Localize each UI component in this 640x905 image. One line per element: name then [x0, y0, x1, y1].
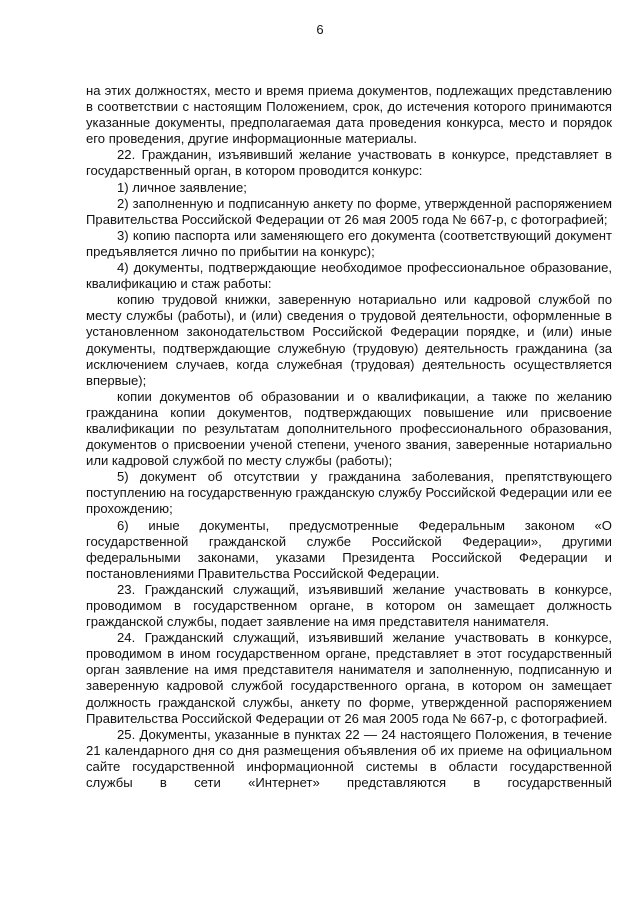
- paragraph-25: 25. Документы, указанные в пунктах 22 — 24 настоящего Положения, в течение 21 календарного дня со дня размещения объявления об их приеме на официальном сайте государственной информационной системы в области государственной службы в сети «Интернет» представляются в государственный: [86, 726, 612, 791]
- list-item-1: 1) личное заявление;: [117, 179, 247, 195]
- list-item-4: 4) документы, подтверждающие необходимое профессиональное образование, квалификацию и стаж работы:: [86, 260, 612, 292]
- list-item-4-education-docs: копии документов об образовании и о квалификации, а также по желанию гражданина копии документов, подтверждающих повышение или присвоение квалификации по результатам дополнительного профессионального образования, документов о присвоении ученой степени, ученого звания, заверенные нотариально или кадровой службой по месту службы (работы);: [86, 388, 612, 469]
- paragraph-intro-continuation: на этих должностях, место и время приема документов, подлежащих представлению в соответствии с настоящим Положением, срок, до истечения которого принимаются указанные документы, предполагаемая дата проведения конкурса, место и порядок его проведения, другие информационные материалы.: [86, 83, 612, 147]
- list-item-6: 6) иные документы, предусмотренные Федеральным законом «О государственной гражданской службе Российской Федерации», другими федеральными законами, указами Президента Российской Федерации и постановлениями Правительства Российской Федерации.: [86, 517, 612, 581]
- paragraph-24: 24. Гражданский служащий, изъявивший желание участвовать в конкурсе, проводимом в ином государственном органе, представляет в этот государственный орган заявление на имя представителя нанимателя и заполненную, подписанную и заверенную кадровой службой государственного органа, в котором он замещает должность гражданской службы, анкету по форме, утвержденной распоряжением Правительства Российской Федерации от 26 мая 2005 года № 667-р, с фотографией.: [86, 630, 612, 726]
- list-item-4-work-record: копию трудовой книжки, заверенную нотариально или кадровой службой по месту службы (работы), и (или) сведения о трудовой деятельности, оформленные в установленном законодательством Российской Федерации порядке, и (или) иные документы, подтверждающие служебную (трудовую) деятельность гражданина (за исключением случаев, когда служебная (трудовая) деятельность осуществляется впервые);: [86, 292, 612, 388]
- paragraph-22: 22. Гражданин, изъявивший желание участвовать в конкурсе, представляет в государственный орган, в котором проводится конкурс:: [86, 147, 612, 179]
- list-item-3: 3) копию паспорта или заменяющего его документа (соответствующий документ предъявляется лично по прибытии на конкурс);: [86, 227, 612, 259]
- document-body: [86, 83, 612, 791]
- list-item-5: 5) документ об отсутствии у гражданина заболевания, препятствующего поступлению на государственную гражданскую службу Российской Федерации или ее прохождению;: [86, 469, 612, 517]
- paragraph-23: 23. Гражданский служащий, изъявивший желание участвовать в конкурсе, проводимом в государственном органе, в котором он замещает должность гражданской службы, подает заявление на имя представителя нанимателя.: [86, 581, 612, 630]
- page-number: 6: [316, 22, 324, 37]
- list-item-2: 2) заполненную и подписанную анкету по форме, утвержденной распоряжением Правительства Российской Федерации от 26 мая 2005 года № 667-р, с фотографией;: [86, 195, 612, 227]
